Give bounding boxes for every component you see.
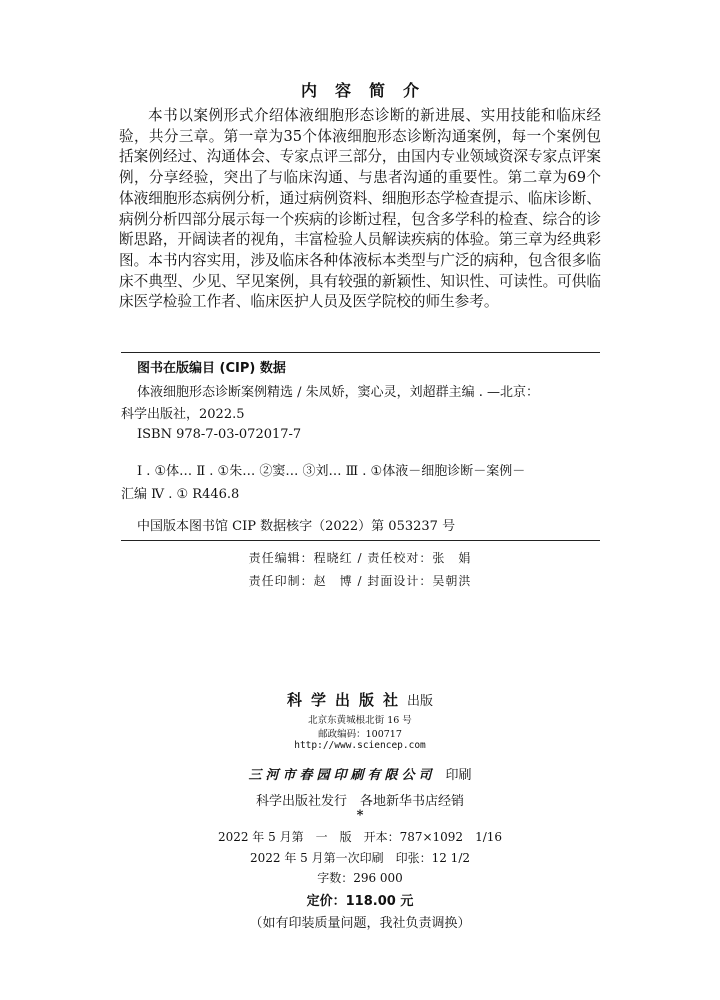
publisher-website: http://www.sciencep.com	[294, 740, 426, 751]
quality-note: （如有印装质量问题，我社负责调换）	[249, 916, 471, 931]
printer-block	[0, 764, 720, 783]
printer-suffix: 印刷	[445, 768, 472, 783]
cip-classification-line2: 汇编 Ⅳ . ① R446.8	[121, 487, 240, 502]
publisher-postcode: 邮政编码：100717	[318, 729, 402, 740]
publisher-block	[0, 689, 720, 710]
cip-entry-line1: 体液细胞形态诊断案例精选 / 朱凤娇，窦心灵，刘超群主编 . —北京：	[137, 385, 540, 400]
publisher-suffix: 出版	[407, 694, 434, 709]
separator: *	[356, 808, 364, 823]
cip-title: 图书在版编目 (CIP) 数据	[137, 361, 286, 376]
summary-title: 内容简介	[300, 81, 437, 100]
price: 定价：118.00 元	[306, 894, 414, 909]
cip-isbn: ISBN 978-7-03-072017-7	[137, 427, 302, 442]
staff-line2: 责任印制：赵 博 / 封面设计：吴朝洪	[248, 574, 472, 588]
cip-record-number: 中国版本图书馆 CIP 数据核字（2022）第 053237 号	[137, 519, 456, 534]
printer-name: 三河市春园印刷有限公司	[248, 768, 436, 783]
staff-line1: 责任编辑：程晓红 / 责任校对：张 娟	[248, 551, 472, 565]
edition-line1: 2022 年 5 月第 一 版 开本：787×1092 1/16	[217, 830, 503, 844]
word-count: 字数：296 000	[317, 871, 403, 885]
cip-entry-line2: 科学出版社，2022.5	[121, 407, 245, 422]
cip-bottom-rule	[121, 540, 600, 541]
publisher-address: 北京东黄城根北街 16 号	[308, 715, 412, 726]
cip-top-rule	[121, 352, 600, 353]
distribution: 科学出版社发行 各地新华书店经销	[255, 794, 464, 809]
cip-classification-line1: Ⅰ . ①体… Ⅱ . ①朱… ②窦… ③刘… Ⅲ . ①体液－细胞诊断－案例－	[137, 464, 526, 479]
summary-body: 本书以案例形式介绍体液细胞形态诊断的新进展、实用技能和临床经验，共分三章。第一章为35个体液细胞形态诊断沟通案例，每一个案例包括案例经过、沟通体会、专家点评三部分，由国内专业领域资深专家点评案例，分享经验，突出了与临床沟通、与患者沟通的重要性。第二章为69个体液细胞形态病例分析，通过病例资料、细胞形态学检查提示、临床诊断、病例分析四部分展示每一个疾病的诊断过程，包含多学科的检查、综合的诊断思路，开阔读者的视角，丰富检验人员解读疾病的体验。第三章为经典彩图。本书内容实用，涉及临床各种体液标本类型与广泛的病种，包含很多临床不典型、少见、罕见案例，具有较强的新颖性、知识性、可读性。可供临床医学检验工作者、临床医护人员及医学院校的师生参考。	[119, 107, 601, 311]
edition-line2: 2022 年 5 月第一次印刷 印张：12 1/2	[249, 851, 470, 865]
publisher-name: 科学出版社	[286, 691, 407, 709]
